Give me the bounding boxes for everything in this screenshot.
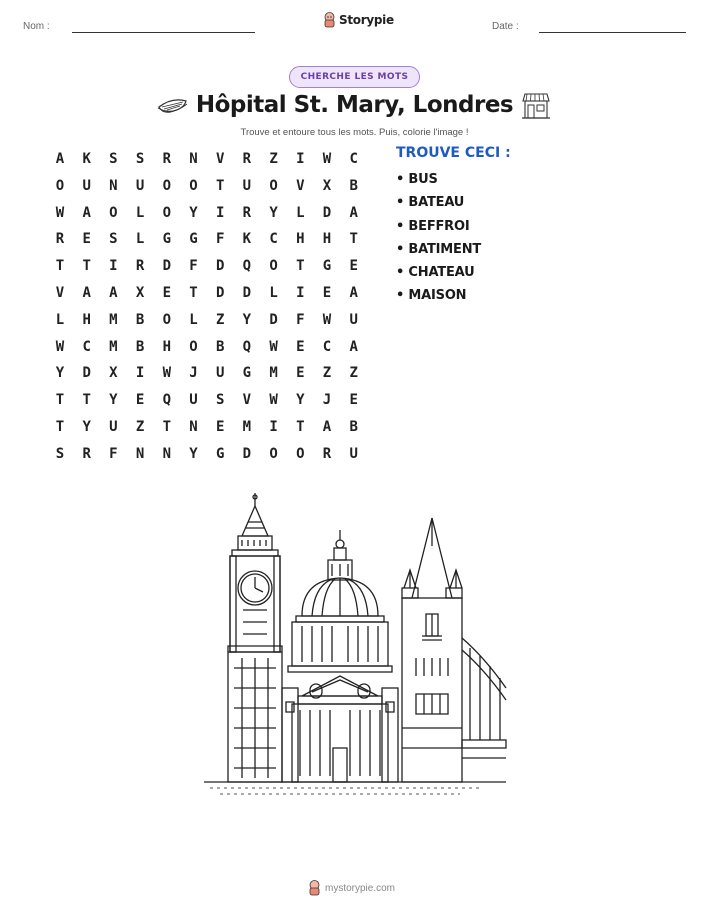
grid-letter[interactable]: V <box>215 151 225 167</box>
grid-letter[interactable]: O <box>269 177 278 194</box>
word-item: • BUS <box>396 172 438 187</box>
grid-letter[interactable]: M <box>109 311 118 328</box>
grid-letter[interactable]: H <box>322 231 332 248</box>
grid-letter[interactable]: E <box>135 392 145 409</box>
word-item: • BATEAU <box>396 195 465 211</box>
grid-letter[interactable]: J <box>189 365 198 382</box>
brand-logo <box>323 12 394 28</box>
grid-letter[interactable]: S <box>55 445 65 462</box>
grid-letter[interactable]: L <box>269 285 278 301</box>
grid-letter[interactable]: G <box>242 365 252 382</box>
name-label: Nom : <box>23 21 50 32</box>
grid-letter[interactable]: R <box>135 258 145 275</box>
grid-letter[interactable]: Q <box>162 392 172 409</box>
grid-letter[interactable]: O <box>162 204 172 221</box>
grid-letter[interactable]: K <box>242 231 252 248</box>
grid-letter[interactable]: W <box>162 365 172 382</box>
grid-letter[interactable]: U <box>215 365 225 382</box>
grid-letter[interactable]: T <box>55 392 65 409</box>
grid-letter[interactable]: D <box>215 285 225 301</box>
grid-letter[interactable]: M <box>242 419 252 435</box>
grid-letter[interactable]: H <box>296 231 305 248</box>
grid-letter[interactable]: T <box>82 258 91 275</box>
grid-letter[interactable]: F <box>296 311 305 328</box>
grid-letter[interactable]: T <box>82 392 91 409</box>
grid-letter[interactable]: D <box>322 204 332 221</box>
storypie-mascot-icon <box>308 880 321 896</box>
grid-letter[interactable]: F <box>215 231 225 248</box>
shop-building-icon <box>521 92 551 120</box>
grid-letter[interactable]: E <box>296 365 305 382</box>
grid-letter[interactable]: V <box>55 285 65 301</box>
grid-letter[interactable]: Z <box>322 365 332 382</box>
grid-letter[interactable]: V <box>296 177 305 194</box>
grid-letter[interactable]: R <box>322 445 332 462</box>
grid-letter[interactable]: C <box>322 338 332 355</box>
grid-letter[interactable]: W <box>322 151 332 167</box>
grid-letter[interactable]: W <box>269 338 278 355</box>
grid-letter[interactable]: S <box>109 151 118 167</box>
grid-letter[interactable]: W <box>55 338 65 355</box>
grid-letter[interactable]: I <box>296 151 305 167</box>
page-title: Hôpital St. Mary, Londres <box>195 92 514 118</box>
grid-letter[interactable]: A <box>109 285 118 301</box>
grid-letter[interactable]: C <box>269 231 278 248</box>
grid-letter[interactable]: R <box>242 204 252 221</box>
grid-letter[interactable]: I <box>109 258 118 275</box>
grid-letter[interactable]: Z <box>135 419 145 435</box>
grid-letter[interactable]: U <box>242 177 252 194</box>
grid-letter[interactable]: U <box>349 445 358 462</box>
grid-letter[interactable]: Y <box>296 392 305 409</box>
grid-letter[interactable]: E <box>215 419 225 435</box>
grid-letter[interactable]: R <box>55 231 65 248</box>
word-item: • MAISON <box>396 288 467 304</box>
grid-letter[interactable]: Y <box>82 419 91 435</box>
grid-letter[interactable]: G <box>322 258 332 275</box>
grid-letter[interactable]: I <box>215 204 225 221</box>
grid-letter[interactable]: D <box>215 258 225 275</box>
date-label: Date : <box>492 21 519 32</box>
grid-letter[interactable]: A <box>349 285 358 301</box>
grid-letter[interactable]: F <box>109 445 118 462</box>
grid-letter[interactable]: Z <box>269 151 278 167</box>
grid-letter[interactable]: L <box>189 311 198 328</box>
grid-letter[interactable]: W <box>322 311 332 328</box>
grid-letter[interactable]: M <box>109 338 118 355</box>
grid-letter[interactable]: C <box>82 338 91 355</box>
grid-letter[interactable]: S <box>215 392 225 409</box>
grid-letter[interactable]: Z <box>215 311 225 328</box>
grid-letter[interactable]: T <box>55 258 65 275</box>
london-skyline-coloring-icon[interactable] <box>200 488 510 798</box>
grid-letter[interactable]: T <box>349 231 358 248</box>
grid-letter[interactable]: U <box>135 177 145 194</box>
instructions: Trouve et entoure tous les mots. Puis, colorie l'image ! <box>240 127 469 138</box>
name-line[interactable] <box>72 32 255 33</box>
brand-name: Storypie <box>339 13 394 27</box>
word-item: • BATIMENT <box>396 241 482 257</box>
grid-letter[interactable]: D <box>269 311 278 328</box>
grid-letter[interactable]: K <box>82 151 91 167</box>
grid-letter[interactable]: Y <box>109 392 118 409</box>
grid-letter[interactable]: A <box>322 419 332 435</box>
grid-letter[interactable]: A <box>82 285 91 301</box>
grid-letter[interactable]: A <box>55 151 65 167</box>
grid-letter[interactable]: A <box>349 338 358 355</box>
grid-letter[interactable]: E <box>296 338 305 355</box>
grid-letter[interactable]: T <box>162 419 172 435</box>
grid-letter[interactable]: Q <box>242 338 252 355</box>
grid-letter[interactable]: R <box>82 445 91 462</box>
grid-letter[interactable]: A <box>349 204 358 221</box>
grid-letter[interactable]: W <box>55 204 65 221</box>
grid-letter[interactable]: Y <box>55 365 65 382</box>
grid-letter[interactable]: I <box>135 365 145 382</box>
grid-letter[interactable]: B <box>349 177 358 194</box>
grid-letter[interactable]: X <box>109 365 118 382</box>
activity-badge: CHERCHE LES MOTS <box>289 66 420 88</box>
grid-letter[interactable]: E <box>349 258 358 275</box>
grid-letter[interactable]: B <box>349 419 358 435</box>
grid-letter[interactable]: O <box>269 258 278 275</box>
grid-letter[interactable]: A <box>82 204 91 221</box>
footer-site: mystorypie.com <box>325 882 396 894</box>
grid-letter[interactable]: D <box>242 445 252 462</box>
grid-letter[interactable]: D <box>82 365 91 382</box>
grid-letter[interactable]: Y <box>269 204 278 221</box>
date-line[interactable] <box>539 32 686 33</box>
grid-letter[interactable]: O <box>296 445 305 462</box>
grid-letter[interactable]: C <box>349 151 358 167</box>
grid-letter[interactable]: O <box>189 338 198 355</box>
grid-letter[interactable]: E <box>82 231 91 248</box>
grid-letter[interactable]: X <box>322 177 332 194</box>
grid-letter[interactable]: Y <box>189 204 198 221</box>
grid-letter[interactable]: U <box>349 311 358 328</box>
grid-letter[interactable]: N <box>162 445 172 462</box>
grid-letter[interactable]: H <box>162 338 172 355</box>
grid-letter[interactable]: N <box>109 177 118 194</box>
grid-letter[interactable]: L <box>296 204 305 221</box>
grid-letter[interactable]: I <box>269 419 278 435</box>
grid-letter[interactable]: S <box>135 151 145 167</box>
grid-letter[interactable]: D <box>242 285 252 301</box>
word-list-title: TROUVE CECI : <box>396 145 511 161</box>
word-item: • BEFFROI <box>396 218 470 234</box>
grid-letter[interactable]: F <box>189 258 198 275</box>
grid-letter[interactable]: D <box>162 258 172 275</box>
grid-letter[interactable]: Q <box>242 258 252 275</box>
footer <box>308 880 395 896</box>
storypie-mascot-icon <box>323 12 336 28</box>
grid-letter[interactable]: O <box>269 445 278 462</box>
grid-letter[interactable]: Y <box>189 445 198 462</box>
grid-letter[interactable]: O <box>162 311 172 328</box>
grid-letter[interactable]: N <box>189 151 198 167</box>
grid-letter[interactable]: T <box>189 285 198 301</box>
grid-letter[interactable]: E <box>349 392 358 409</box>
grid-letter[interactable]: N <box>189 419 198 435</box>
grid-letter[interactable]: T <box>296 258 305 275</box>
grid-letter[interactable]: Y <box>242 311 252 328</box>
grid-letter[interactable]: S <box>109 231 118 248</box>
grid-letter[interactable]: O <box>162 177 172 194</box>
grid-letter[interactable]: J <box>322 392 332 409</box>
grid-letter[interactable]: L <box>135 204 145 221</box>
grid-letter[interactable]: W <box>269 392 278 409</box>
grid-letter[interactable]: Z <box>349 365 358 382</box>
grid-letter[interactable]: U <box>109 419 118 435</box>
grid-letter[interactable]: X <box>135 285 145 301</box>
grid-letter[interactable]: E <box>162 285 172 301</box>
grid-letter[interactable]: G <box>215 445 225 462</box>
word-item: • CHATEAU <box>396 265 475 281</box>
grid-letter[interactable]: O <box>109 204 118 221</box>
grid-letter[interactable]: T <box>55 419 65 435</box>
grid-letter[interactable]: R <box>242 151 252 167</box>
grid-letter[interactable]: E <box>322 285 332 301</box>
grid-letter[interactable]: L <box>55 311 65 328</box>
grid-letter[interactable]: V <box>242 392 252 409</box>
grid-letter[interactable]: G <box>162 231 172 248</box>
grid-letter[interactable]: U <box>82 177 91 194</box>
grid-letter[interactable]: T <box>215 177 225 194</box>
grid-letter[interactable]: I <box>296 285 305 301</box>
grid-letter[interactable]: G <box>189 231 198 248</box>
grid-letter[interactable]: B <box>215 338 225 355</box>
grid-letter[interactable]: L <box>135 231 145 248</box>
grid-letter[interactable]: B <box>135 311 145 328</box>
grid-letter[interactable]: N <box>135 445 145 462</box>
grid-letter[interactable]: R <box>162 151 172 167</box>
grid-letter[interactable]: U <box>189 392 198 409</box>
grid-letter[interactable]: O <box>55 177 65 194</box>
grid-letter[interactable]: T <box>296 419 305 435</box>
grid-letter[interactable]: M <box>269 365 278 382</box>
grid-letter[interactable]: O <box>189 177 198 194</box>
word-list <box>396 172 481 312</box>
grid-letter[interactable]: B <box>135 338 145 355</box>
grid-letter[interactable]: H <box>82 311 91 328</box>
